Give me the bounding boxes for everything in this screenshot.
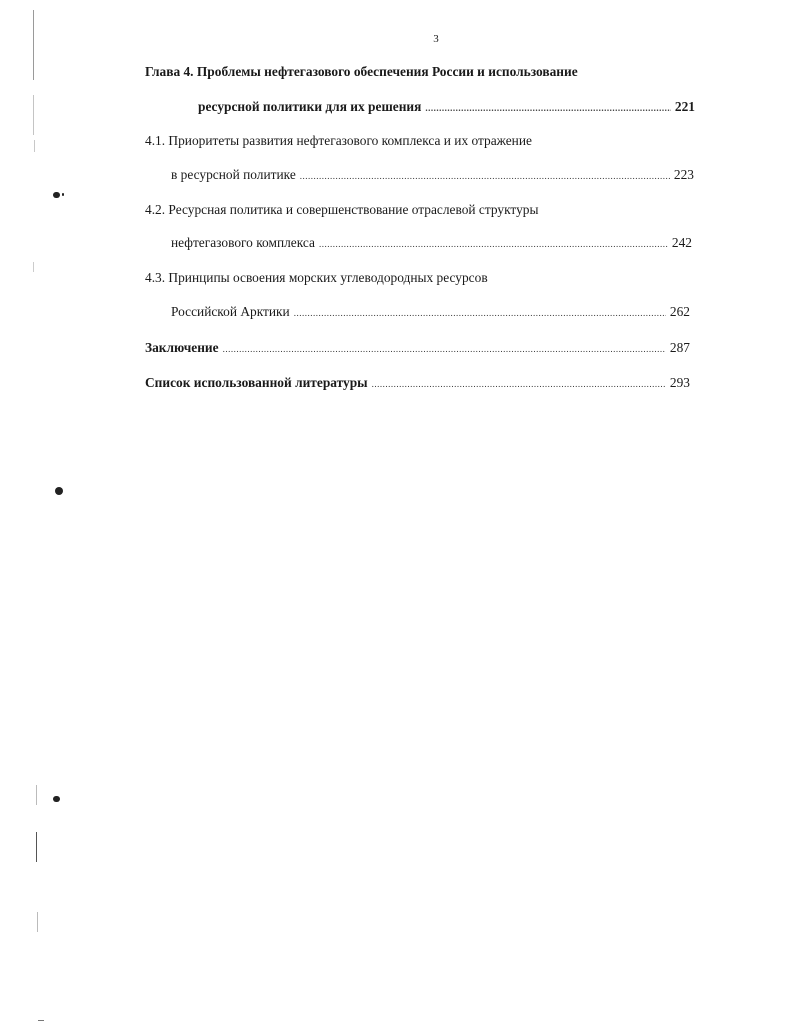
scan-edge-line (37, 912, 38, 932)
dot-leader (294, 305, 666, 321)
punch-hole-mark (55, 487, 63, 495)
scan-edge-mark (38, 1020, 44, 1021)
chapter-4-title-line-2: ресурсной политики для их решения (198, 99, 422, 114)
dot-leader (223, 341, 666, 357)
punch-hole-mark (53, 796, 60, 802)
bibliography-entry (145, 375, 690, 392)
scan-edge-line (36, 832, 37, 862)
section-4-3-entry (171, 304, 690, 321)
chapter-4-title-line-1: Глава 4. Проблемы нефтегазового обеспечения России и использование (145, 64, 578, 79)
chapter-4-entry (198, 99, 695, 116)
section-4-2-page: 242 (671, 235, 692, 250)
bibliography-page: 293 (669, 375, 690, 390)
section-4-1-entry (171, 167, 694, 184)
scan-edge-line (36, 785, 37, 805)
section-4-1-page: 223 (673, 167, 694, 182)
section-4-1-title-line-2: в ресурсной политике (171, 167, 296, 182)
conclusion-page: 287 (669, 340, 690, 355)
section-4-2-title-line-2: нефтегазового комплекса (171, 235, 315, 250)
section-4-2-entry (171, 235, 692, 252)
dot-leader (372, 376, 666, 392)
section-4-3-title-line-1: 4.3. Принципы освоения морских углеводородных ресурсов (145, 270, 488, 285)
dot-leader (319, 236, 668, 252)
scan-edge-line (33, 95, 34, 135)
dot-leader (300, 168, 670, 184)
dot-leader (425, 100, 671, 116)
conclusion-entry (145, 340, 690, 357)
section-4-3-page: 262 (669, 304, 690, 319)
scan-edge-line (33, 10, 34, 80)
section-4-2-title-line-1: 4.2. Ресурсная политика и совершенствование отраслевой структуры (145, 202, 539, 217)
chapter-4-page: 221 (674, 99, 695, 114)
conclusion-title: Заключение (145, 340, 219, 355)
scan-edge-line (34, 140, 35, 152)
section-4-3-title-line-2: Российской Арктики (171, 304, 290, 319)
section-4-1-title-line-1: 4.1. Приоритеты развития нефтегазового комплекса и их отражение (145, 133, 532, 148)
page-number: 3 (433, 33, 439, 45)
punch-hole-mark (53, 192, 60, 198)
scan-edge-line (33, 262, 34, 272)
bibliography-title: Список использованной литературы (145, 375, 368, 390)
punch-hole-mark (62, 193, 64, 196)
